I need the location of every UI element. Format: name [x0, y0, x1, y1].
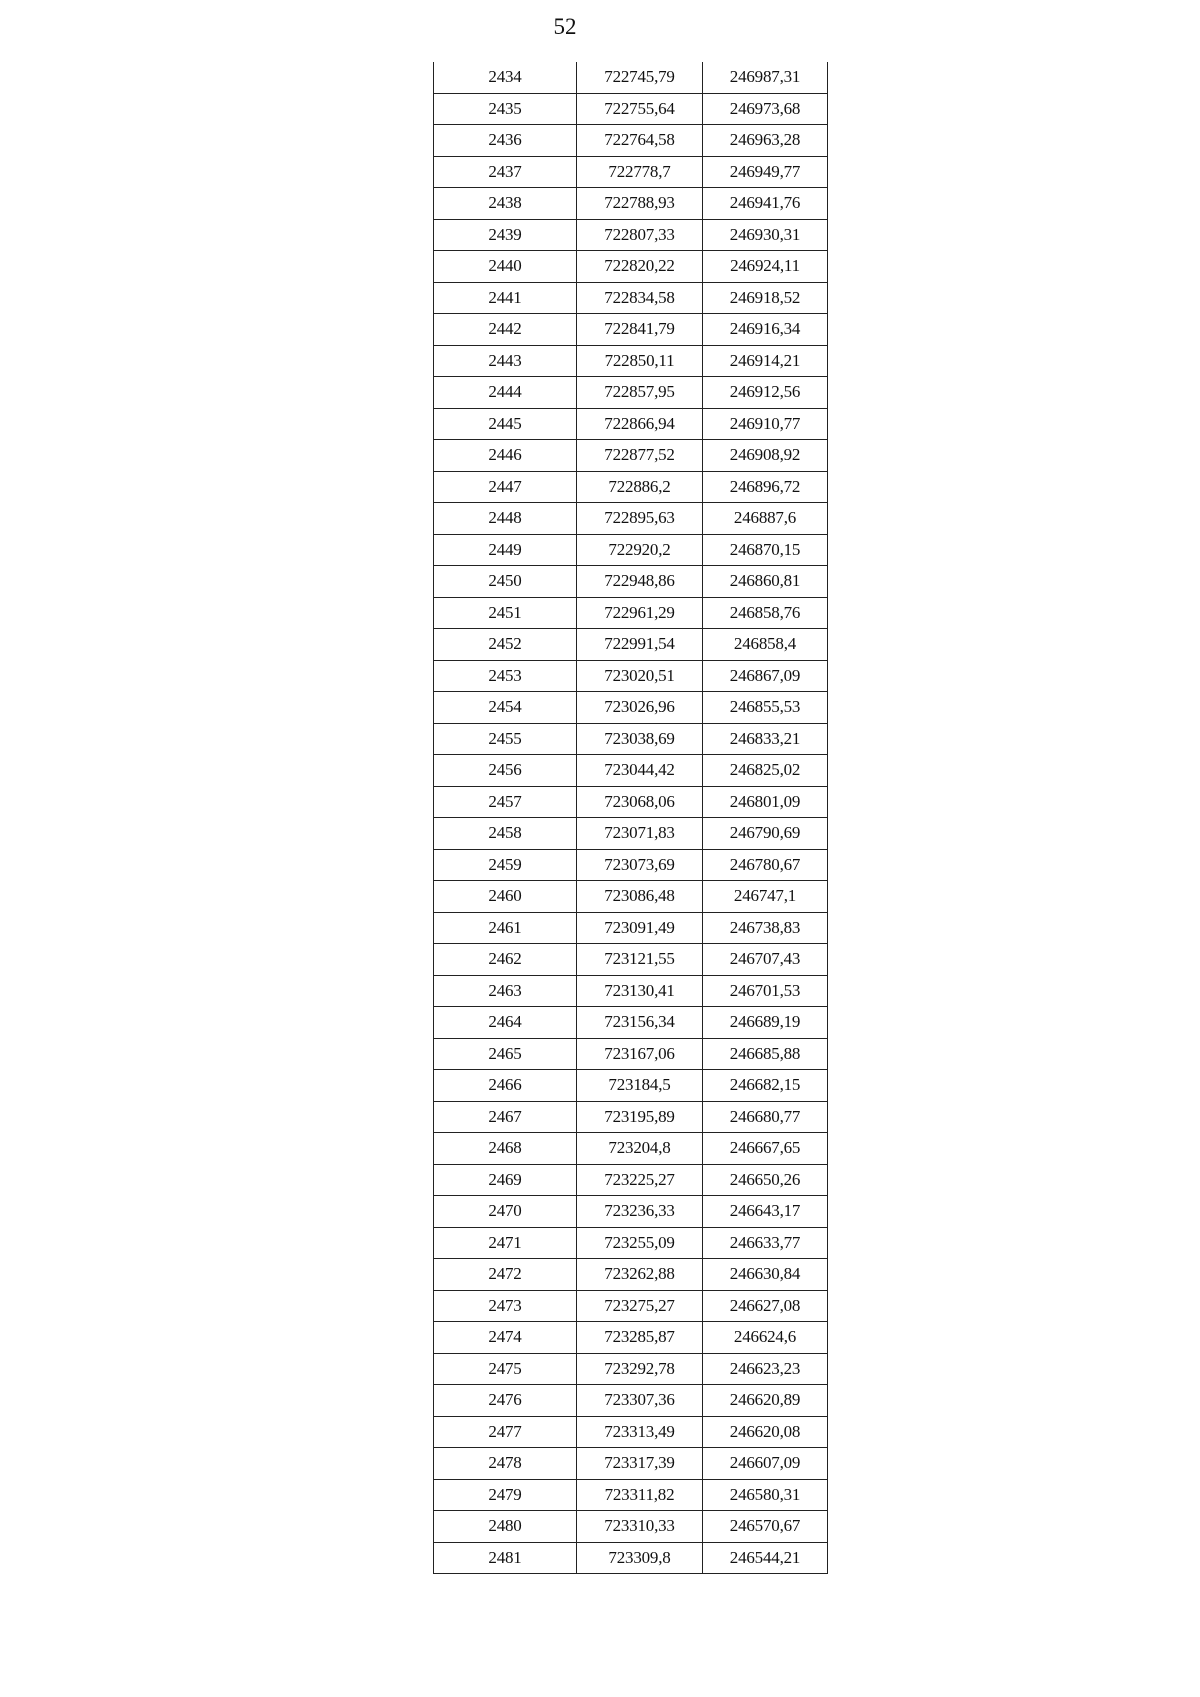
- x-coordinate-cell: 723236,33: [577, 1196, 703, 1228]
- x-coordinate-cell: 722807,33: [577, 219, 703, 251]
- y-coordinate-cell: 246916,34: [703, 314, 828, 346]
- y-coordinate-cell: 246627,08: [703, 1290, 828, 1322]
- table-row: [434, 629, 828, 661]
- point-number-cell: 2440: [434, 251, 577, 283]
- table-row: [434, 440, 828, 472]
- y-coordinate-cell: 246682,15: [703, 1070, 828, 1102]
- x-coordinate-cell: 723262,88: [577, 1259, 703, 1291]
- x-coordinate-cell: 723292,78: [577, 1353, 703, 1385]
- y-coordinate-cell: 246918,52: [703, 282, 828, 314]
- x-coordinate-cell: 722920,2: [577, 534, 703, 566]
- x-coordinate-cell: 723068,06: [577, 786, 703, 818]
- y-coordinate-cell: 246620,08: [703, 1416, 828, 1448]
- table-row: [434, 93, 828, 125]
- point-number-cell: 2472: [434, 1259, 577, 1291]
- point-number-cell: 2466: [434, 1070, 577, 1102]
- point-number-cell: 2446: [434, 440, 577, 472]
- table-row: [434, 1196, 828, 1228]
- point-number-cell: 2469: [434, 1164, 577, 1196]
- y-coordinate-cell: 246973,68: [703, 93, 828, 125]
- table-row: [434, 597, 828, 629]
- point-number-cell: 2480: [434, 1511, 577, 1543]
- y-coordinate-cell: 246858,4: [703, 629, 828, 661]
- x-coordinate-cell: 723184,5: [577, 1070, 703, 1102]
- y-coordinate-cell: 246780,67: [703, 849, 828, 881]
- y-coordinate-cell: 246643,17: [703, 1196, 828, 1228]
- x-coordinate-cell: 722895,63: [577, 503, 703, 535]
- point-number-cell: 2438: [434, 188, 577, 220]
- y-coordinate-cell: 246738,83: [703, 912, 828, 944]
- y-coordinate-cell: 246650,26: [703, 1164, 828, 1196]
- table-row: [434, 345, 828, 377]
- table-row: [434, 1479, 828, 1511]
- y-coordinate-cell: 246570,67: [703, 1511, 828, 1543]
- point-number-cell: 2477: [434, 1416, 577, 1448]
- y-coordinate-cell: 246689,19: [703, 1007, 828, 1039]
- table-row: [434, 156, 828, 188]
- point-number-cell: 2461: [434, 912, 577, 944]
- table-row: [434, 1322, 828, 1354]
- table-row: [434, 314, 828, 346]
- y-coordinate-cell: 246620,89: [703, 1385, 828, 1417]
- point-number-cell: 2460: [434, 881, 577, 913]
- y-coordinate-cell: 246949,77: [703, 156, 828, 188]
- x-coordinate-cell: 723307,36: [577, 1385, 703, 1417]
- point-number-cell: 2455: [434, 723, 577, 755]
- x-coordinate-cell: 722948,86: [577, 566, 703, 598]
- table-row: [434, 1448, 828, 1480]
- table-row: [434, 188, 828, 220]
- table-row: [434, 723, 828, 755]
- x-coordinate-cell: 723313,49: [577, 1416, 703, 1448]
- y-coordinate-cell: 246801,09: [703, 786, 828, 818]
- x-coordinate-cell: 723309,8: [577, 1542, 703, 1574]
- x-coordinate-cell: 723275,27: [577, 1290, 703, 1322]
- y-coordinate-cell: 246685,88: [703, 1038, 828, 1070]
- table-row: [434, 62, 828, 93]
- point-number-cell: 2454: [434, 692, 577, 724]
- x-coordinate-cell: 723086,48: [577, 881, 703, 913]
- table-row: [434, 1133, 828, 1165]
- y-coordinate-cell: 246624,6: [703, 1322, 828, 1354]
- table-row: [434, 1101, 828, 1133]
- y-coordinate-cell: 246867,09: [703, 660, 828, 692]
- point-number-cell: 2437: [434, 156, 577, 188]
- x-coordinate-cell: 722886,2: [577, 471, 703, 503]
- x-coordinate-cell: 723167,06: [577, 1038, 703, 1070]
- y-coordinate-cell: 246987,31: [703, 62, 828, 93]
- y-coordinate-cell: 246707,43: [703, 944, 828, 976]
- point-number-cell: 2459: [434, 849, 577, 881]
- x-coordinate-cell: 722778,7: [577, 156, 703, 188]
- point-number-cell: 2445: [434, 408, 577, 440]
- point-number-cell: 2453: [434, 660, 577, 692]
- point-number-cell: 2478: [434, 1448, 577, 1480]
- y-coordinate-cell: 246580,31: [703, 1479, 828, 1511]
- coordinates-table: [433, 62, 828, 1574]
- y-coordinate-cell: 246633,77: [703, 1227, 828, 1259]
- x-coordinate-cell: 722755,64: [577, 93, 703, 125]
- point-number-cell: 2462: [434, 944, 577, 976]
- point-number-cell: 2465: [434, 1038, 577, 1070]
- table-row: [434, 251, 828, 283]
- table-row: [434, 408, 828, 440]
- point-number-cell: 2447: [434, 471, 577, 503]
- point-number-cell: 2441: [434, 282, 577, 314]
- y-coordinate-cell: 246887,6: [703, 503, 828, 535]
- y-coordinate-cell: 246860,81: [703, 566, 828, 598]
- y-coordinate-cell: 246544,21: [703, 1542, 828, 1574]
- point-number-cell: 2467: [434, 1101, 577, 1133]
- x-coordinate-cell: 723317,39: [577, 1448, 703, 1480]
- point-number-cell: 2451: [434, 597, 577, 629]
- point-number-cell: 2435: [434, 93, 577, 125]
- table-row: [434, 660, 828, 692]
- x-coordinate-cell: 723073,69: [577, 849, 703, 881]
- point-number-cell: 2471: [434, 1227, 577, 1259]
- table-row: [434, 849, 828, 881]
- table-row: [434, 1038, 828, 1070]
- y-coordinate-cell: 246896,72: [703, 471, 828, 503]
- y-coordinate-cell: 246680,77: [703, 1101, 828, 1133]
- y-coordinate-cell: 246870,15: [703, 534, 828, 566]
- y-coordinate-cell: 246924,11: [703, 251, 828, 283]
- y-coordinate-cell: 246825,02: [703, 755, 828, 787]
- table-row: [434, 219, 828, 251]
- point-number-cell: 2434: [434, 62, 577, 93]
- table-row: [434, 1227, 828, 1259]
- point-number-cell: 2444: [434, 377, 577, 409]
- table-row: [434, 282, 828, 314]
- y-coordinate-cell: 246790,69: [703, 818, 828, 850]
- point-number-cell: 2457: [434, 786, 577, 818]
- point-number-cell: 2452: [434, 629, 577, 661]
- table-row: [434, 471, 828, 503]
- y-coordinate-cell: 246607,09: [703, 1448, 828, 1480]
- y-coordinate-cell: 246963,28: [703, 125, 828, 157]
- coordinates-table-body: [434, 62, 828, 1574]
- point-number-cell: 2468: [434, 1133, 577, 1165]
- y-coordinate-cell: 246941,76: [703, 188, 828, 220]
- table-row: [434, 912, 828, 944]
- y-coordinate-cell: 246930,31: [703, 219, 828, 251]
- x-coordinate-cell: 723020,51: [577, 660, 703, 692]
- table-row: [434, 1416, 828, 1448]
- y-coordinate-cell: 246701,53: [703, 975, 828, 1007]
- x-coordinate-cell: 723310,33: [577, 1511, 703, 1543]
- x-coordinate-cell: 723204,8: [577, 1133, 703, 1165]
- table-row: [434, 881, 828, 913]
- point-number-cell: 2479: [434, 1479, 577, 1511]
- page-number: 52: [553, 14, 577, 39]
- x-coordinate-cell: 723038,69: [577, 723, 703, 755]
- y-coordinate-cell: 246833,21: [703, 723, 828, 755]
- y-coordinate-cell: 246630,84: [703, 1259, 828, 1291]
- table-row: [434, 1164, 828, 1196]
- y-coordinate-cell: 246747,1: [703, 881, 828, 913]
- x-coordinate-cell: 723121,55: [577, 944, 703, 976]
- point-number-cell: 2442: [434, 314, 577, 346]
- y-coordinate-cell: 246855,53: [703, 692, 828, 724]
- y-coordinate-cell: 246623,23: [703, 1353, 828, 1385]
- point-number-cell: 2475: [434, 1353, 577, 1385]
- table-row: [434, 1070, 828, 1102]
- table-row: [434, 944, 828, 976]
- point-number-cell: 2474: [434, 1322, 577, 1354]
- table-row: [434, 503, 828, 535]
- table-row: [434, 1007, 828, 1039]
- point-number-cell: 2463: [434, 975, 577, 1007]
- x-coordinate-cell: 722834,58: [577, 282, 703, 314]
- x-coordinate-cell: 722764,58: [577, 125, 703, 157]
- x-coordinate-cell: 722820,22: [577, 251, 703, 283]
- point-number-cell: 2458: [434, 818, 577, 850]
- table-row: [434, 534, 828, 566]
- x-coordinate-cell: 723225,27: [577, 1164, 703, 1196]
- point-number-cell: 2436: [434, 125, 577, 157]
- x-coordinate-cell: 723285,87: [577, 1322, 703, 1354]
- y-coordinate-cell: 246908,92: [703, 440, 828, 472]
- x-coordinate-cell: 723071,83: [577, 818, 703, 850]
- point-number-cell: 2470: [434, 1196, 577, 1228]
- table-row: [434, 125, 828, 157]
- point-number-cell: 2456: [434, 755, 577, 787]
- y-coordinate-cell: 246914,21: [703, 345, 828, 377]
- x-coordinate-cell: 723195,89: [577, 1101, 703, 1133]
- x-coordinate-cell: 722866,94: [577, 408, 703, 440]
- x-coordinate-cell: 722850,11: [577, 345, 703, 377]
- point-number-cell: 2448: [434, 503, 577, 535]
- point-number-cell: 2450: [434, 566, 577, 598]
- x-coordinate-cell: 722961,29: [577, 597, 703, 629]
- table-row: [434, 1259, 828, 1291]
- x-coordinate-cell: 722841,79: [577, 314, 703, 346]
- table-row: [434, 377, 828, 409]
- point-number-cell: 2481: [434, 1542, 577, 1574]
- table-row: [434, 786, 828, 818]
- x-coordinate-cell: 723091,49: [577, 912, 703, 944]
- point-number-cell: 2449: [434, 534, 577, 566]
- y-coordinate-cell: 246912,56: [703, 377, 828, 409]
- x-coordinate-cell: 723255,09: [577, 1227, 703, 1259]
- point-number-cell: 2439: [434, 219, 577, 251]
- x-coordinate-cell: 722745,79: [577, 62, 703, 93]
- x-coordinate-cell: 723044,42: [577, 755, 703, 787]
- table-row: [434, 1385, 828, 1417]
- x-coordinate-cell: 723311,82: [577, 1479, 703, 1511]
- table-row: [434, 1290, 828, 1322]
- table-row: [434, 1511, 828, 1543]
- y-coordinate-cell: 246667,65: [703, 1133, 828, 1165]
- y-coordinate-cell: 246858,76: [703, 597, 828, 629]
- table-row: [434, 1542, 828, 1574]
- x-coordinate-cell: 723156,34: [577, 1007, 703, 1039]
- table-row: [434, 975, 828, 1007]
- point-number-cell: 2443: [434, 345, 577, 377]
- table-row: [434, 566, 828, 598]
- x-coordinate-cell: 723130,41: [577, 975, 703, 1007]
- y-coordinate-cell: 246910,77: [703, 408, 828, 440]
- table-row: [434, 755, 828, 787]
- point-number-cell: 2464: [434, 1007, 577, 1039]
- x-coordinate-cell: 722857,95: [577, 377, 703, 409]
- table-row: [434, 818, 828, 850]
- point-number-cell: 2473: [434, 1290, 577, 1322]
- x-coordinate-cell: 722788,93: [577, 188, 703, 220]
- point-number-cell: 2476: [434, 1385, 577, 1417]
- table-row: [434, 692, 828, 724]
- x-coordinate-cell: 723026,96: [577, 692, 703, 724]
- x-coordinate-cell: 722877,52: [577, 440, 703, 472]
- table-row: [434, 1353, 828, 1385]
- x-coordinate-cell: 722991,54: [577, 629, 703, 661]
